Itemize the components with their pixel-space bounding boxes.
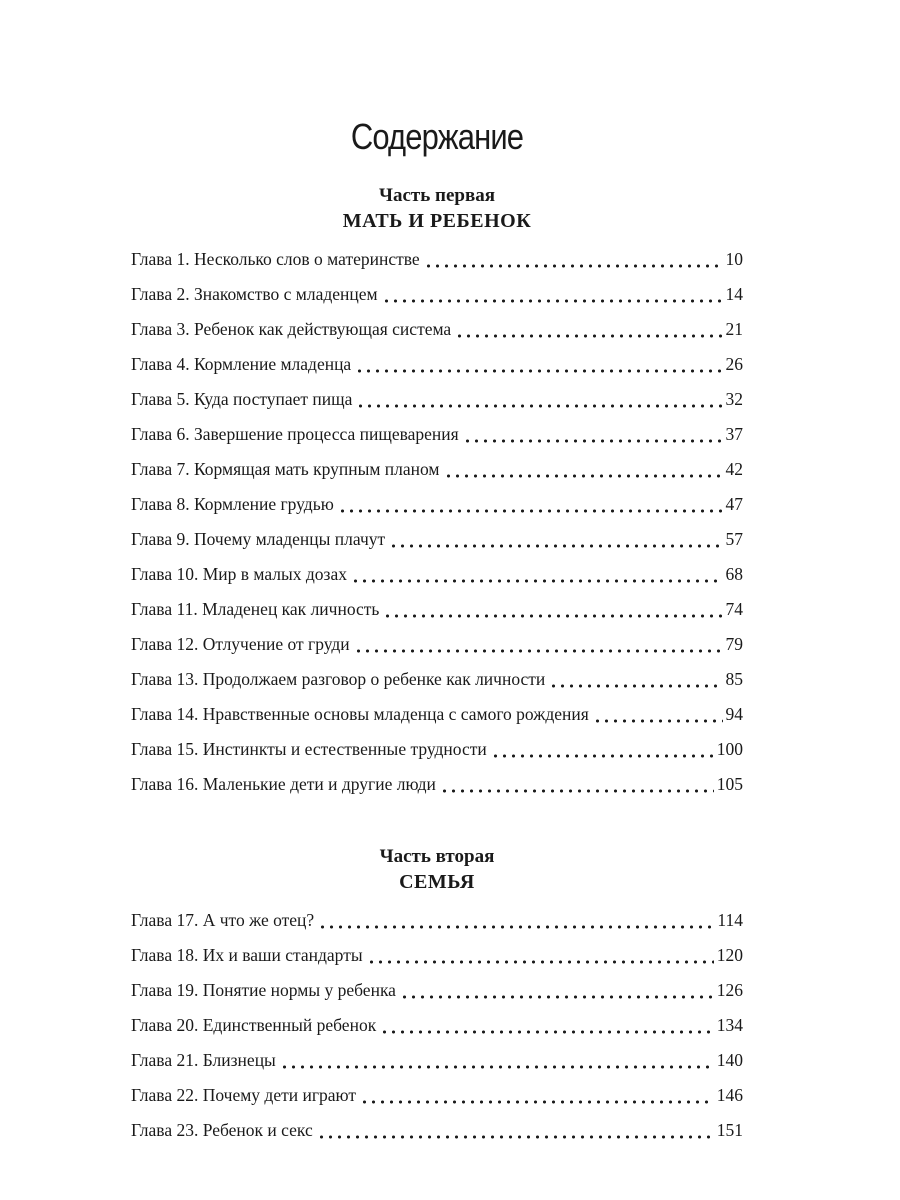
page-number: 94 (725, 704, 743, 724)
dot-leader (351, 563, 723, 585)
page-number: 14 (725, 284, 743, 304)
page-title: Содержание (350, 116, 524, 157)
toc-entry (131, 550, 743, 585)
part-two-heading (0, 845, 874, 895)
chapter-title: Глава 13. Продолжаем разговор о ребенке как личности (131, 669, 546, 689)
chapter-title: Глава 15. Инстинкты и естественные трудности (131, 739, 487, 759)
toc-entry (131, 445, 743, 480)
chapter-title: Глава 11. Младенец как личность (131, 599, 380, 619)
toc-entry (131, 1001, 743, 1036)
chapter-title: Глава 8. Кормление грудью (131, 494, 334, 514)
dot-leader (355, 353, 722, 375)
toc-entry (131, 1106, 743, 1141)
dot-leader (440, 773, 714, 795)
page-number: 120 (716, 945, 743, 965)
dot-leader (356, 388, 722, 410)
chapter-title: Глава 12. Отлучение от груди (131, 634, 350, 654)
page-number: 47 (725, 494, 743, 514)
part-label: Часть вторая (379, 846, 495, 867)
page-number: 114 (717, 910, 743, 930)
toc-entry (131, 480, 743, 515)
chapter-title: Глава 22. Почему дети играют (131, 1085, 357, 1105)
dot-leader (463, 423, 723, 445)
page-number: 100 (716, 739, 743, 759)
page-number: 42 (725, 459, 743, 479)
chapter-title: Глава 5. Куда поступает пища (131, 389, 353, 409)
toc-entry (131, 690, 743, 725)
page-number: 10 (725, 249, 743, 269)
page-number: 57 (725, 529, 743, 549)
chapter-title: Глава 2. Знакомство с младенцем (131, 284, 378, 304)
chapter-title: Глава 10. Мир в малых дозах (131, 564, 347, 584)
toc-entry (131, 655, 743, 690)
dot-leader (593, 703, 723, 725)
chapter-title: Глава 4. Кормление младенца (131, 354, 352, 374)
toc-list-part-two (131, 896, 743, 1141)
dot-leader (382, 283, 723, 305)
dot-leader (549, 668, 722, 690)
dot-leader (338, 493, 723, 515)
part-name: МАТЬ И РЕБЕНОК (342, 210, 532, 232)
toc-entry (131, 340, 743, 375)
dot-leader (367, 944, 714, 966)
toc-entry (131, 375, 743, 410)
part-one-heading (0, 184, 874, 234)
page-number: 79 (725, 634, 743, 654)
toc-entry (131, 896, 743, 931)
toc-entry (131, 620, 743, 655)
dot-leader (383, 598, 722, 620)
page-number: 134 (716, 1015, 743, 1035)
dot-leader (455, 318, 722, 340)
toc-list-part-one (131, 235, 743, 795)
dot-leader (360, 1084, 714, 1106)
page-number: 26 (725, 354, 743, 374)
page-number: 32 (725, 389, 743, 409)
page-number: 105 (716, 774, 743, 794)
chapter-title: Глава 1. Несколько слов о материнстве (131, 249, 420, 269)
toc-entry (131, 1071, 743, 1106)
page-number: 68 (725, 564, 743, 584)
toc-entry (131, 235, 743, 270)
toc-entry (131, 585, 743, 620)
chapter-title: Глава 21. Близнецы (131, 1050, 276, 1070)
page-number: 74 (725, 599, 743, 619)
chapter-title: Глава 18. Их и ваши стандарты (131, 945, 363, 965)
chapter-title: Глава 23. Ребенок и секс (131, 1120, 313, 1140)
dot-leader (389, 528, 722, 550)
dot-leader (317, 1119, 714, 1141)
part-name: СЕМЬЯ (399, 871, 475, 893)
page-number: 126 (716, 980, 743, 1000)
dot-leader (280, 1049, 714, 1071)
dot-leader (354, 633, 723, 655)
chapter-title: Глава 7. Кормящая мать крупным планом (131, 459, 440, 479)
page-number: 140 (716, 1050, 743, 1070)
toc-entry (131, 515, 743, 550)
chapter-title: Глава 14. Нравственные основы младенца с самого рождения (131, 704, 589, 724)
chapter-title: Глава 6. Завершение процесса пищеварения (131, 424, 459, 444)
page-number: 151 (716, 1120, 743, 1140)
dot-leader (424, 248, 723, 270)
chapter-title: Глава 3. Ребенок как действующая система (131, 319, 452, 339)
toc-entry (131, 966, 743, 1001)
page-number: 21 (725, 319, 743, 339)
toc-entry (131, 760, 743, 795)
toc-entry (131, 270, 743, 305)
toc-entry (131, 410, 743, 445)
toc-entry (131, 725, 743, 760)
chapter-title: Глава 16. Маленькие дети и другие люди (131, 774, 436, 794)
chapter-title: Глава 20. Единственный ребенок (131, 1015, 377, 1035)
page-number: 146 (716, 1085, 743, 1105)
part-label: Часть первая (379, 185, 495, 206)
dot-leader (380, 1014, 714, 1036)
toc-entry (131, 931, 743, 966)
chapter-title: Глава 19. Понятие нормы у ребенка (131, 980, 396, 1000)
dot-leader (318, 909, 714, 931)
chapter-title: Глава 9. Почему младенцы плачут (131, 529, 386, 549)
dot-leader (400, 979, 714, 1001)
toc-entry (131, 1036, 743, 1071)
page-number: 37 (725, 424, 743, 444)
toc-entry (131, 305, 743, 340)
dot-leader (491, 738, 714, 760)
chapter-title: Глава 17. А что же отец? (131, 910, 315, 930)
dot-leader (444, 458, 723, 480)
page-number: 85 (725, 669, 743, 689)
